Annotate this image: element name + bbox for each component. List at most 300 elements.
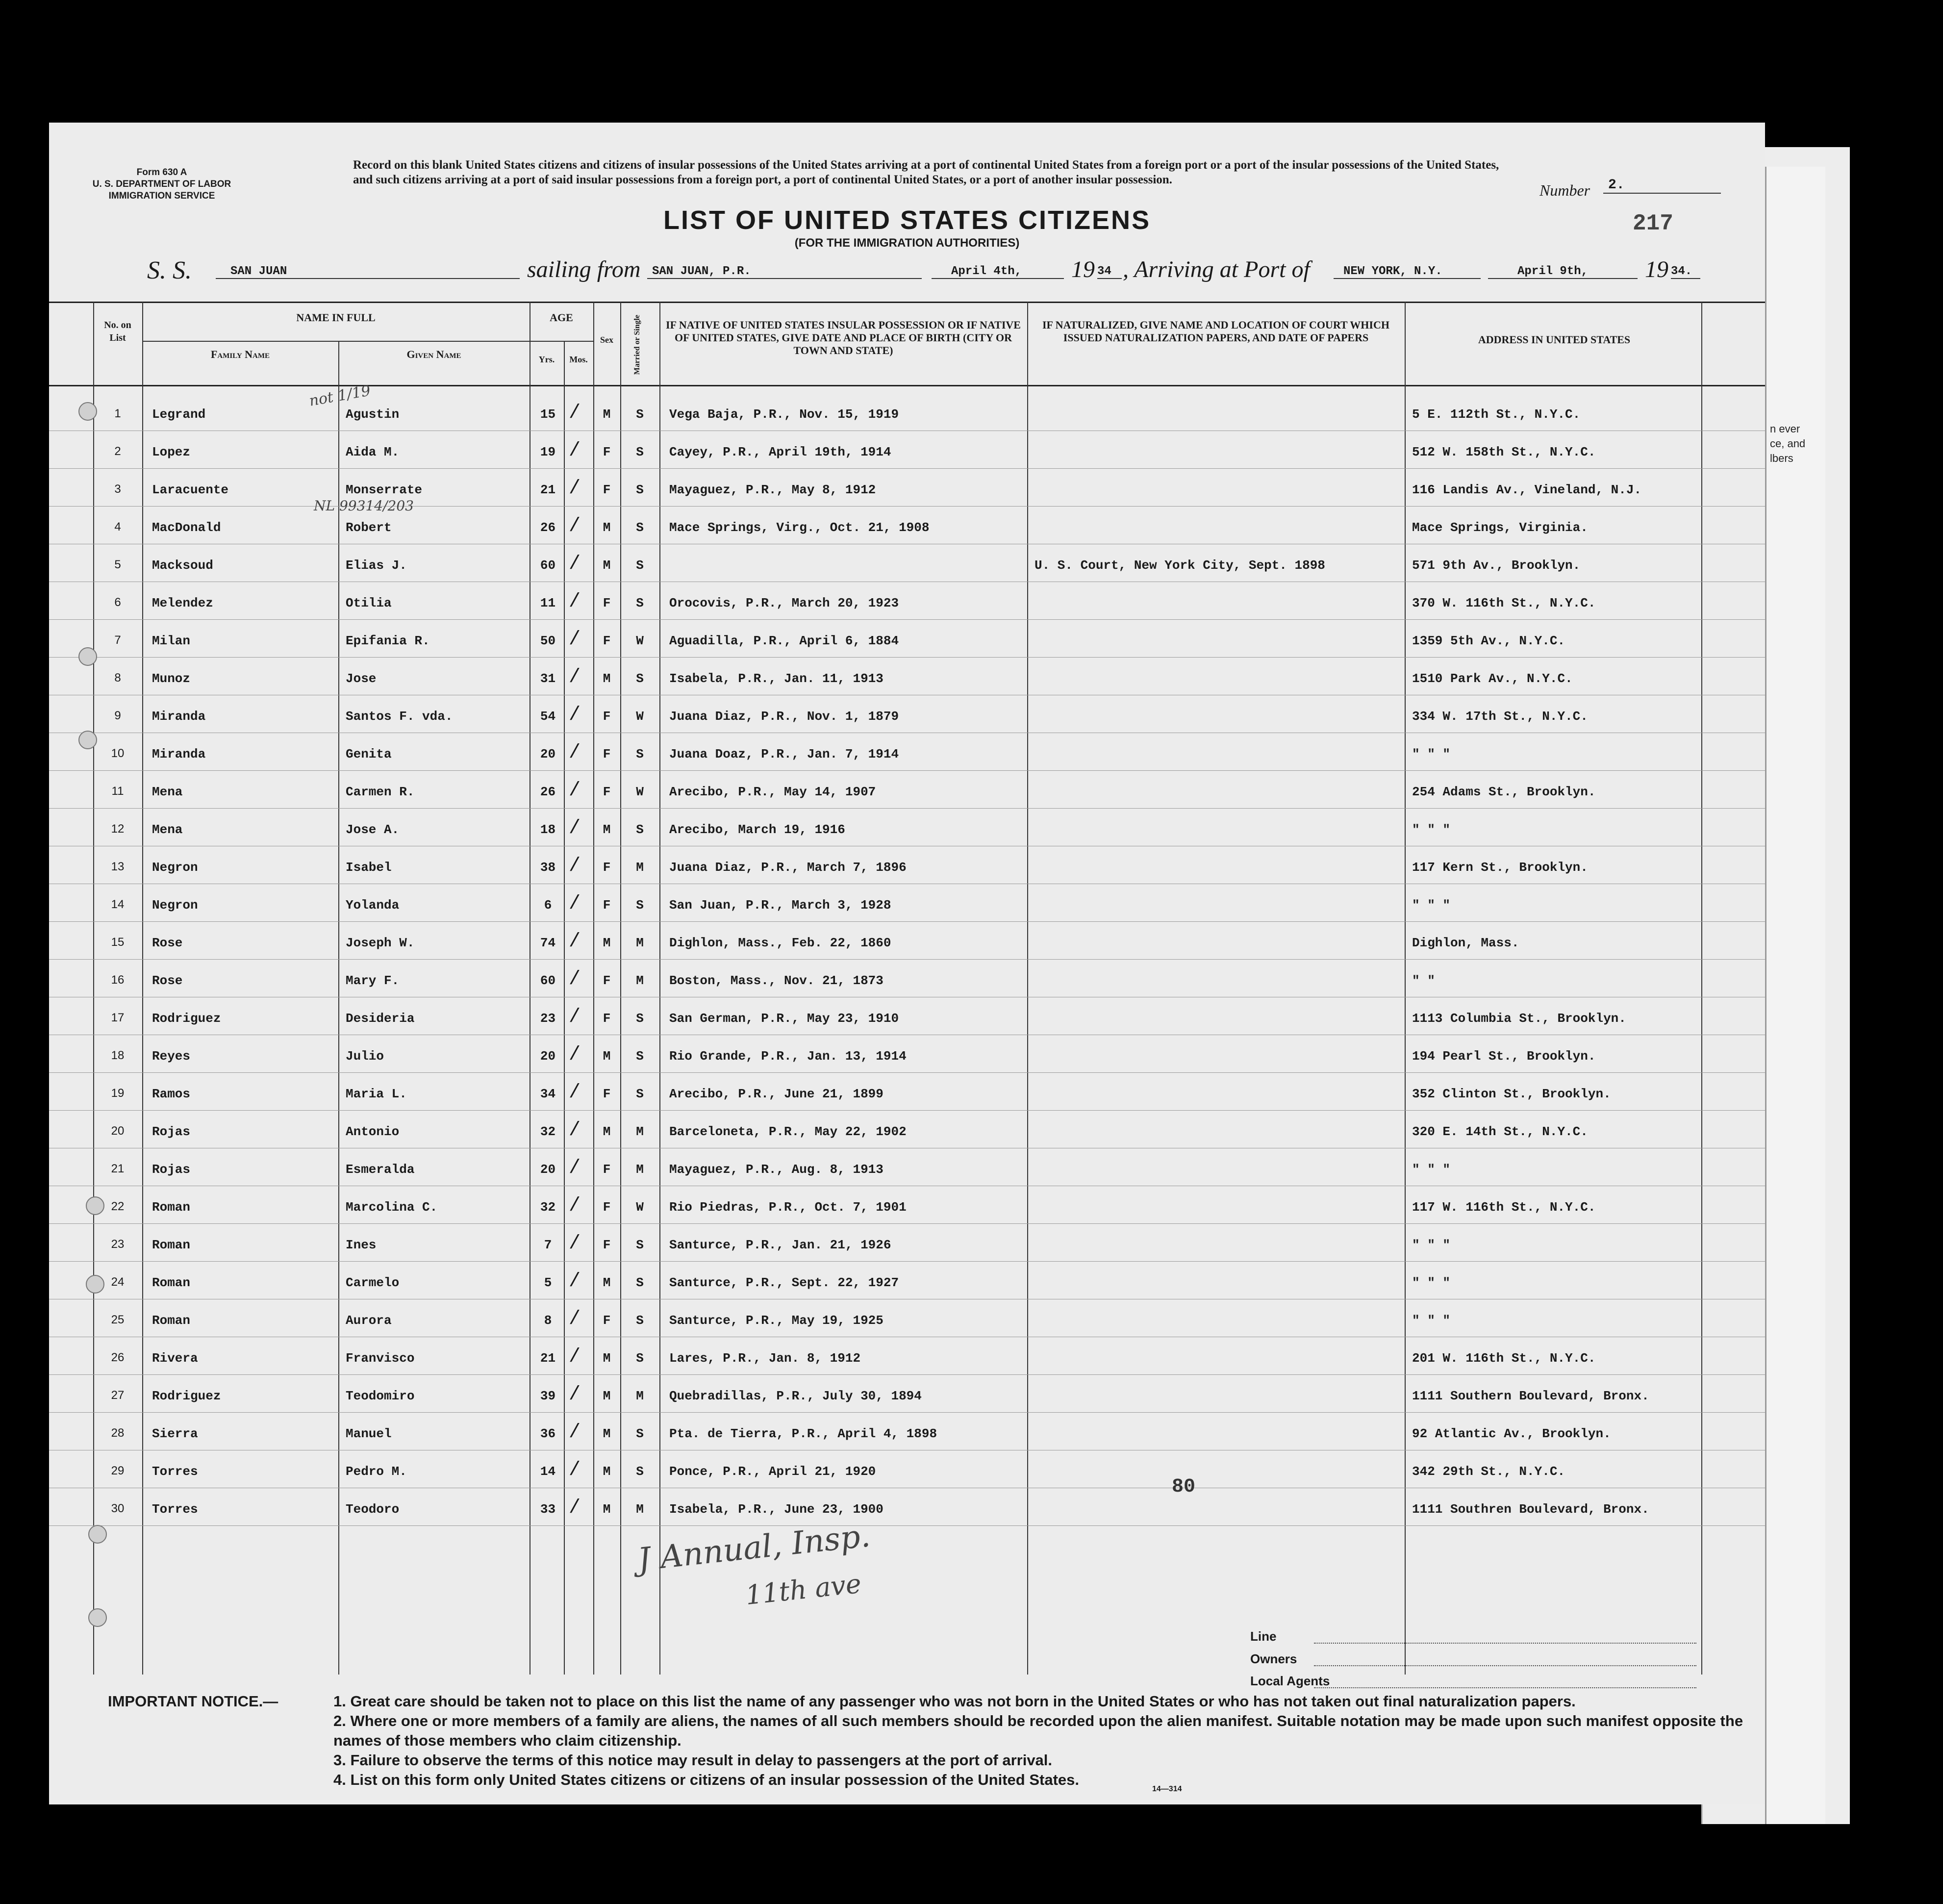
cell-sex: F xyxy=(603,1238,611,1252)
cell-birth: Arecibo, March 19, 1916 xyxy=(669,822,845,837)
table-top-rule xyxy=(49,302,1765,303)
cell-ms: S xyxy=(636,1426,644,1441)
table-row xyxy=(49,1266,1765,1303)
cell-birth: Juana Diaz, P.R., Nov. 1, 1879 xyxy=(669,709,899,724)
cell-age: 20 xyxy=(540,1049,556,1064)
cell-given: Yolanda xyxy=(346,898,400,913)
cell-given: Teodomiro xyxy=(346,1389,415,1403)
cell-sex: M xyxy=(603,1275,611,1290)
cell-birth: Isabela, P.R., Jan. 11, 1913 xyxy=(669,671,883,686)
check-mark: / xyxy=(569,1422,581,1444)
cell-given: Antonio xyxy=(346,1124,400,1139)
cell-birth: Arecibo, P.R., June 21, 1899 xyxy=(669,1087,883,1101)
cell-birth: San German, P.R., May 23, 1910 xyxy=(669,1011,899,1026)
cell-given: Manuel xyxy=(346,1426,392,1441)
row-rule xyxy=(49,1072,1765,1073)
cell-sex: F xyxy=(603,482,611,497)
departure-date: April 4th, xyxy=(932,265,1064,279)
cell-birth: Juana Diaz, P.R., March 7, 1896 xyxy=(669,860,907,875)
check-mark: / xyxy=(569,1082,581,1104)
header-family-name: Family Name xyxy=(210,348,270,360)
cell-given: Monserrate xyxy=(346,482,423,497)
cell-age: 6 xyxy=(544,898,552,913)
row-rule xyxy=(49,921,1765,922)
header-married: Married or Single xyxy=(633,314,641,375)
table-row xyxy=(49,548,1765,585)
header-name-in-full: NAME IN FULL xyxy=(296,311,376,324)
cell-age: 26 xyxy=(540,785,556,799)
cell-age: 34 xyxy=(540,1087,556,1101)
sailing-label: sailing from xyxy=(527,256,641,282)
table-row xyxy=(49,397,1765,434)
cell-age: 39 xyxy=(540,1389,556,1403)
cell-ms: M xyxy=(636,860,644,875)
cell-addr: 342 29th St., N.Y.C. xyxy=(1412,1464,1565,1479)
cell-family: Rose xyxy=(152,973,183,988)
page-subtitle: (FOR THE IMMIGRATION AUTHORITIES) xyxy=(794,236,1020,250)
cell-n: 22 xyxy=(111,1200,125,1213)
cell-birth: Pta. de Tierra, P.R., April 4, 1898 xyxy=(669,1426,937,1441)
cell-ms: S xyxy=(636,671,644,686)
check-mark: / xyxy=(569,629,581,651)
cell-age: 33 xyxy=(540,1502,556,1517)
cell-birth: Aguadilla, P.R., April 6, 1884 xyxy=(669,634,899,648)
cell-addr: " " " xyxy=(1412,747,1451,762)
cell-addr: 117 W. 116th St., N.Y.C. xyxy=(1412,1200,1596,1215)
cell-addr: 352 Clinton St., Brooklyn. xyxy=(1412,1087,1611,1101)
arriving-label: , Arriving at Port of xyxy=(1123,256,1310,282)
table-row xyxy=(49,1152,1765,1190)
cell-family: Rodriguez xyxy=(152,1389,221,1403)
table-row xyxy=(49,1077,1765,1114)
check-mark: / xyxy=(569,1233,581,1255)
cell-age: 32 xyxy=(540,1200,556,1215)
cell-birth: Rio Piedras, P.R., Oct. 7, 1901 xyxy=(669,1200,907,1215)
cell-n: 30 xyxy=(111,1502,125,1515)
cell-n: 7 xyxy=(114,634,121,647)
punch-hole xyxy=(86,1196,104,1215)
cell-addr: " " " xyxy=(1412,1275,1451,1290)
cell-family: Laracuente xyxy=(152,482,229,497)
header-no: No. on List xyxy=(104,320,131,343)
table-row xyxy=(49,1115,1765,1152)
check-mark: / xyxy=(569,1195,581,1217)
cell-sex: F xyxy=(603,709,611,724)
cell-ms: M xyxy=(636,973,644,988)
cell-age: 32 xyxy=(540,1124,556,1139)
cell-family: Rivera xyxy=(152,1351,198,1366)
check-mark: / xyxy=(569,704,581,726)
cell-sex: F xyxy=(603,634,611,648)
cell-birth: Santurce, P.R., Sept. 22, 1927 xyxy=(669,1275,899,1290)
side-note: n ever ce, and lbers xyxy=(1770,423,1806,464)
cell-addr: 116 Landis Av., Vineland, N.J. xyxy=(1412,482,1642,497)
check-mark: / xyxy=(569,1346,581,1368)
cell-addr: 5 E. 112th St., N.Y.C. xyxy=(1412,407,1581,422)
cell-addr: 370 W. 116th St., N.Y.C. xyxy=(1412,596,1596,610)
cell-given: Pedro M. xyxy=(346,1464,407,1479)
cell-n: 6 xyxy=(114,596,121,609)
cell-family: Rojas xyxy=(152,1124,191,1139)
cell-sex: M xyxy=(603,520,611,535)
cell-sex: M xyxy=(603,671,611,686)
cell-n: 11 xyxy=(111,785,124,798)
row-rule xyxy=(49,657,1765,658)
notice-item: 3. Failure to observe the terms of this notice may result in delay to passengers at the port of arrival. xyxy=(333,1752,1053,1769)
cell-n: 16 xyxy=(111,973,125,987)
cell-sex: F xyxy=(603,596,611,610)
cell-age: 31 xyxy=(540,671,556,686)
cell-ms: S xyxy=(636,1464,644,1479)
cell-addr: 1111 Southern Boulevard, Bronx. xyxy=(1412,1389,1649,1403)
cell-age: 26 xyxy=(540,520,556,535)
number-label: Number xyxy=(1539,181,1590,199)
cell-addr: 1510 Park Av., N.Y.C. xyxy=(1412,671,1573,686)
arrival-year-prefix: 19 xyxy=(1645,256,1668,282)
cell-age: 8 xyxy=(544,1313,552,1328)
page-title: LIST OF UNITED STATES CITIZENS xyxy=(663,205,1151,235)
cell-sex: M xyxy=(603,407,611,422)
cell-age: 60 xyxy=(540,973,556,988)
check-mark: / xyxy=(569,515,581,537)
check-mark: / xyxy=(569,780,581,802)
cell-age: 60 xyxy=(540,558,556,573)
table-row xyxy=(49,1379,1765,1416)
notice-item: 4. List on this form only United States citizens or citizens of an insular possession of the United States. xyxy=(333,1771,1079,1788)
row-rule xyxy=(49,506,1765,507)
cell-family: Lopez xyxy=(152,445,191,459)
cell-addr: 1111 Southren Boulevard, Bronx. xyxy=(1412,1502,1649,1517)
cell-n: 26 xyxy=(111,1351,125,1364)
cell-age: 5 xyxy=(544,1275,552,1290)
cell-ms: S xyxy=(636,482,644,497)
top-notice: Record on this blank United States citizens and citizens of insular possessions of the United States arriving at a port of continental United States from a foreign port or a port of the insular possessions of the United States, and such citizens arriving at a port of said insular possessions from a foreign port, a port of continental United States, or a port of another insular possession. xyxy=(353,158,1499,186)
table-row xyxy=(49,510,1765,548)
cell-n: 29 xyxy=(111,1464,125,1477)
row-rule xyxy=(49,959,1765,960)
check-mark: / xyxy=(569,931,581,953)
cell-addr: 201 W. 116th St., N.Y.C. xyxy=(1412,1351,1596,1366)
row1-annotation: not 1/19 xyxy=(307,382,372,410)
check-mark: / xyxy=(569,1119,581,1142)
cell-family: Roman xyxy=(152,1238,191,1252)
cell-family: Rojas xyxy=(152,1162,191,1177)
check-mark: / xyxy=(569,1157,581,1179)
row3-annotation: NL 99314/203 xyxy=(314,498,414,514)
cell-birth: Quebradillas, P.R., July 30, 1894 xyxy=(669,1389,922,1403)
cell-age: 19 xyxy=(540,445,556,459)
cell-ms: S xyxy=(636,1275,644,1290)
cell-n: 25 xyxy=(111,1313,125,1326)
number-value: 2. xyxy=(1603,178,1721,194)
cell-family: Sierra xyxy=(152,1426,198,1441)
row-rule xyxy=(49,1110,1765,1111)
cell-age: 18 xyxy=(540,822,556,837)
check-mark: / xyxy=(569,817,581,839)
cell-sex: F xyxy=(603,747,611,762)
cell-age: 50 xyxy=(540,634,556,648)
cell-addr: 334 W. 17th St., N.Y.C. xyxy=(1412,709,1588,724)
table-row xyxy=(49,624,1765,661)
cell-given: Carmen R. xyxy=(346,785,415,799)
cell-given: Epifania R. xyxy=(346,634,430,648)
table-row xyxy=(49,1492,1765,1529)
cell-sex: F xyxy=(603,1200,611,1215)
cell-given: Ines xyxy=(346,1238,377,1252)
cell-ms: M xyxy=(636,1502,644,1517)
cell-addr: 254 Adams St., Brooklyn. xyxy=(1412,785,1596,799)
arrival-port: NEW YORK, N.Y. xyxy=(1334,265,1481,279)
punch-hole xyxy=(88,1608,107,1627)
cell-family: Torres xyxy=(152,1502,198,1517)
cell-ms: S xyxy=(636,747,644,762)
cell-birth: Ponce, P.R., April 21, 1920 xyxy=(669,1464,876,1479)
line-field xyxy=(1314,1643,1696,1644)
backing-sheet-2 xyxy=(1765,167,1825,1824)
cell-ms: W xyxy=(636,634,644,648)
cell-birth: Mayaguez, P.R., May 8, 1912 xyxy=(669,482,876,497)
check-mark: / xyxy=(569,666,581,688)
table-row xyxy=(49,586,1765,623)
cell-n: 24 xyxy=(111,1275,125,1289)
cell-family: Miranda xyxy=(152,747,206,762)
cell-given: Isabel xyxy=(346,860,392,875)
punch-hole xyxy=(78,647,97,666)
cell-ms: S xyxy=(636,1049,644,1064)
header-age: AGE xyxy=(550,311,573,324)
cell-n: 8 xyxy=(114,671,121,685)
check-mark: / xyxy=(569,742,581,764)
cell-n: 10 xyxy=(111,747,125,760)
cell-given: Aurora xyxy=(346,1313,392,1328)
table-row xyxy=(49,435,1765,472)
row-rule xyxy=(49,1374,1765,1375)
table-row xyxy=(49,775,1765,812)
cell-sex: F xyxy=(603,973,611,988)
cell-addr: 512 W. 158th St., N.Y.C. xyxy=(1412,445,1596,459)
cell-given: Elias J. xyxy=(346,558,407,573)
row-rule xyxy=(49,468,1765,469)
cell-sex: F xyxy=(603,1087,611,1101)
cell-sex: M xyxy=(603,822,611,837)
cell-addr: 1359 5th Av., N.Y.C. xyxy=(1412,634,1565,648)
punch-hole xyxy=(78,402,97,421)
header-mos: Mos. xyxy=(569,355,588,364)
cell-family: Torres xyxy=(152,1464,198,1479)
departure-year: 34 xyxy=(1097,265,1122,279)
table-row xyxy=(49,1454,1765,1492)
cell-given: Joseph W. xyxy=(346,936,415,950)
punch-hole xyxy=(86,1275,104,1294)
table-row xyxy=(49,1341,1765,1378)
cell-ms: S xyxy=(636,596,644,610)
cell-sex: M xyxy=(603,1389,611,1403)
cell-family: Roman xyxy=(152,1275,191,1290)
cell-n: 18 xyxy=(111,1049,125,1062)
header-bottom-rule xyxy=(49,385,1765,386)
cell-sex: F xyxy=(603,785,611,799)
notice-item: 2. Where one or more members of a family are aliens, the names of all such members should be recorded upon the alien manifest. Suitable notation may be made upon such manifest opposite the names of those members who claim citizenship. xyxy=(333,1712,1743,1749)
cell-given: Julio xyxy=(346,1049,384,1064)
check-mark: / xyxy=(569,440,581,462)
cell-n: 9 xyxy=(114,709,121,722)
owners-field xyxy=(1314,1665,1696,1666)
cell-given: Marcolina C. xyxy=(346,1200,438,1215)
row-rule xyxy=(49,1223,1765,1224)
cell-age: 7 xyxy=(544,1238,552,1252)
cell-ms: S xyxy=(636,898,644,913)
signature-note: 11th ave xyxy=(744,1568,863,1611)
cell-family: Rodriguez xyxy=(152,1011,221,1026)
line-label: Line xyxy=(1250,1629,1277,1644)
cell-given: Agustin xyxy=(346,407,400,422)
table-row xyxy=(49,737,1765,774)
cell-given: Robert xyxy=(346,520,392,535)
table-row xyxy=(49,1417,1765,1454)
cell-age: 54 xyxy=(540,709,556,724)
cell-birth: San Juan, P.R., March 3, 1928 xyxy=(669,898,891,913)
cell-addr: Dighlon, Mass. xyxy=(1412,936,1519,950)
cell-sex: M xyxy=(603,1464,611,1479)
table-row xyxy=(49,1190,1765,1227)
cell-n: 3 xyxy=(114,482,121,496)
check-mark: / xyxy=(569,1497,581,1519)
cell-family: Legrand xyxy=(152,407,206,422)
table-row xyxy=(49,926,1765,963)
header-address: ADDRESS IN UNITED STATES xyxy=(1478,333,1631,346)
cell-birth: Cayey, P.R., April 19th, 1914 xyxy=(669,445,891,459)
cell-age: 38 xyxy=(540,860,556,875)
cell-ms: M xyxy=(636,1162,644,1177)
manifest-page xyxy=(49,123,1765,1804)
cell-addr: 571 9th Av., Brooklyn. xyxy=(1412,558,1581,573)
cell-ms: S xyxy=(636,822,644,837)
cell-addr: " " " xyxy=(1412,898,1451,913)
cell-ms: W xyxy=(636,709,644,724)
cell-given: Aida M. xyxy=(346,445,400,459)
cell-age: 21 xyxy=(540,1351,556,1366)
table-row xyxy=(49,699,1765,736)
check-mark: / xyxy=(569,855,581,877)
cell-family: Ramos xyxy=(152,1087,191,1101)
cell-sex: F xyxy=(603,445,611,459)
cell-birth: Mace Springs, Virg., Oct. 21, 1908 xyxy=(669,520,930,535)
check-mark: / xyxy=(569,553,581,575)
important-heading: IMPORTANT NOTICE.— xyxy=(108,1693,278,1710)
cell-n: 2 xyxy=(114,445,121,458)
cell-family: Negron xyxy=(152,898,198,913)
departure-port: SAN JUAN, P.R. xyxy=(647,265,922,279)
arrival-date: April 9th, xyxy=(1488,265,1638,279)
header-sex: Sex xyxy=(600,335,613,345)
check-mark: / xyxy=(569,478,581,500)
ss-label: S. S. xyxy=(147,256,192,284)
cell-age: 21 xyxy=(540,482,556,497)
cell-family: Roman xyxy=(152,1313,191,1328)
cell-n: 4 xyxy=(114,520,121,533)
cell-addr: 117 Kern St., Brooklyn. xyxy=(1412,860,1588,875)
table-row xyxy=(49,812,1765,850)
check-mark: / xyxy=(569,893,581,915)
check-mark: / xyxy=(569,591,581,613)
cell-sex: F xyxy=(603,898,611,913)
cell-birth: Barceloneta, P.R., May 22, 1902 xyxy=(669,1124,907,1139)
cell-n: 14 xyxy=(111,898,125,911)
cell-n: 20 xyxy=(111,1124,125,1138)
row-rule xyxy=(49,808,1765,809)
cell-ms: S xyxy=(636,1313,644,1328)
cell-sex: M xyxy=(603,1049,611,1064)
table-row xyxy=(49,473,1765,510)
cell-sex: F xyxy=(603,1162,611,1177)
form-identifier: Form 630 A U. S. DEPARTMENT OF LABOR IMMIGRATION SERVICE xyxy=(92,167,231,201)
row-rule xyxy=(49,619,1765,620)
owners-label: Owners xyxy=(1250,1651,1297,1666)
check-mark: / xyxy=(569,1308,581,1330)
check-mark: / xyxy=(569,402,581,424)
arrival-year: 34. xyxy=(1671,265,1700,279)
cell-family: Milan xyxy=(152,634,191,648)
check-mark: / xyxy=(569,1384,581,1406)
cell-family: Rose xyxy=(152,936,183,950)
inspector-signature: J Annual, Insp. xyxy=(636,1518,872,1578)
check-mark: / xyxy=(569,1006,581,1028)
cell-birth: Boston, Mass., Nov. 21, 1873 xyxy=(669,973,883,988)
row-rule xyxy=(49,770,1765,771)
cell-sex: M xyxy=(603,1351,611,1366)
cell-n: 17 xyxy=(111,1011,125,1024)
cell-ms: M xyxy=(636,1389,644,1403)
cell-age: 36 xyxy=(540,1426,556,1441)
cell-addr: " " " xyxy=(1412,1162,1451,1177)
cell-birth: Lares, P.R., Jan. 8, 1912 xyxy=(669,1351,861,1366)
cell-birth: Orocovis, P.R., March 20, 1923 xyxy=(669,596,899,610)
cell-given: Desideria xyxy=(346,1011,415,1026)
row-rule xyxy=(49,1525,1765,1526)
cell-age: 20 xyxy=(540,747,556,762)
cell-given: Jose A. xyxy=(346,822,400,837)
cell-given: Santos F. vda. xyxy=(346,709,453,724)
header-yrs: Yrs. xyxy=(538,355,555,364)
cell-family: MacDonald xyxy=(152,520,221,535)
table-row xyxy=(49,964,1765,1001)
cell-addr: Mace Springs, Virginia. xyxy=(1412,520,1588,535)
cell-given: Esmeralda xyxy=(346,1162,415,1177)
cell-addr: " " " xyxy=(1412,1238,1451,1252)
table-row xyxy=(49,1228,1765,1265)
check-mark: / xyxy=(569,1459,581,1481)
cell-n: 28 xyxy=(111,1426,125,1440)
header-naturalized: IF NATURALIZED, GIVE NAME AND LOCATION OF COURT WHICH ISSUED NATURALIZATION PAPERS, AND DATE OF PAPERS xyxy=(1042,319,1389,344)
cell-ms: S xyxy=(636,445,644,459)
header-given-name: Given Name xyxy=(406,348,461,360)
cell-n: 5 xyxy=(114,558,121,571)
cell-n: 1 xyxy=(114,407,121,420)
cell-sex: M xyxy=(603,1124,611,1139)
cell-addr: 320 E. 14th St., N.Y.C. xyxy=(1412,1124,1588,1139)
cell-age: 74 xyxy=(540,936,556,950)
cell-family: Roman xyxy=(152,1200,191,1215)
cell-n: 27 xyxy=(111,1389,125,1402)
table-row xyxy=(49,1303,1765,1341)
cell-age: 23 xyxy=(540,1011,556,1026)
notice-item: 1. Great care should be taken not to place on this list the name of any passenger who was not born in the United States or who has not taken out final naturalization papers. xyxy=(333,1693,1576,1710)
cell-given: Carmelo xyxy=(346,1275,400,1290)
cell-ms: S xyxy=(636,558,644,573)
header-birth: IF NATIVE OF UNITED STATES INSULAR POSSESSION OR IF NATIVE OF UNITED STATES, GIVE DATE AND PLACE OF BIRTH (CITY OR TOWN AND STATE) xyxy=(666,319,1021,356)
cell-given: Otilia xyxy=(346,596,392,610)
cell-given: Maria L. xyxy=(346,1087,407,1101)
